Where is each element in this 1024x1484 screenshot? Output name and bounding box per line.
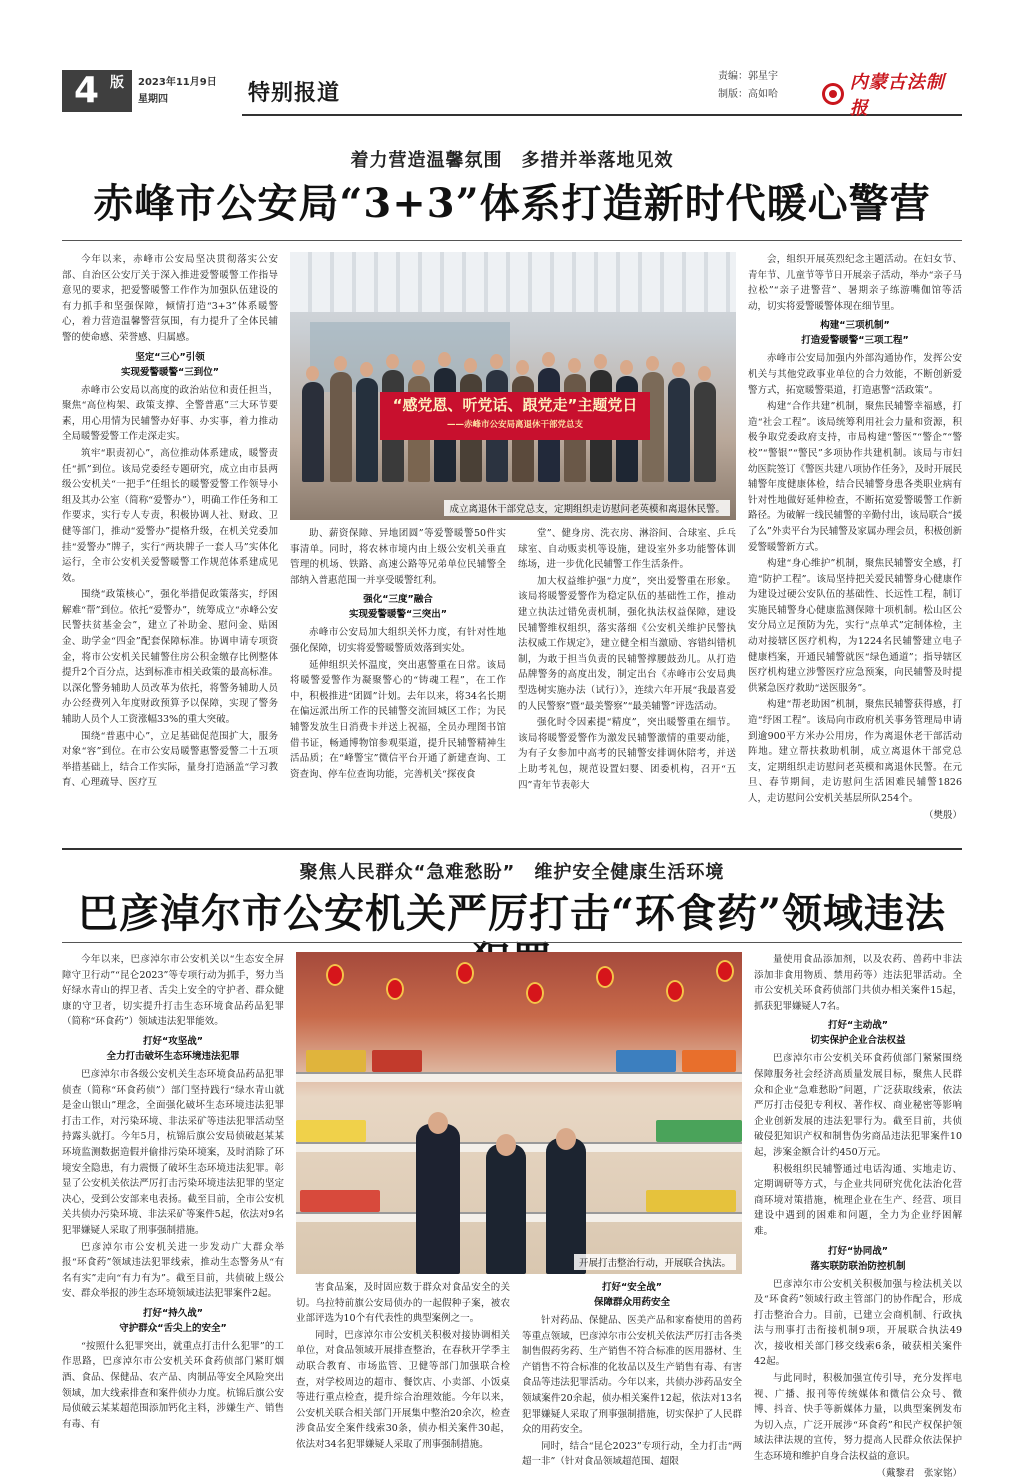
paragraph: 延伸组织关怀温度，突出惠警重在日常。该局将暖警爱警作为凝聚警心的“铸魂工程”，在工作中，积极推进“团圆”计划。去年以来，将34名长期在偏远派出所工作的民辅警交流回城区工作；为民辅警发放生日消费卡并送上祝福，全员办理图书馆借书证，畅通博物馆参观渠道，提升民辅警精神生活品质；在“峰警宝”微信平台开通了新建查询、工资查询、停车位查询功能，完善机关“探夜食 bbox=[290, 659, 506, 780]
article1-kicker: 着力营造温馨氛围 多措并举落地见效 bbox=[350, 150, 674, 171]
subheading: 打好“持久战” 守护群众“舌尖上的安全” bbox=[119, 1307, 227, 1334]
subheading: 打好“主动战” 切实保护企业合法权益 bbox=[810, 1020, 906, 1047]
date: 2023年11月9日 bbox=[138, 77, 217, 88]
subheading: 打好“攻坚战” 全力打击破坏生态环境违法犯罪 bbox=[106, 1035, 240, 1062]
newspaper-logo bbox=[822, 68, 962, 120]
article1-rule bbox=[62, 240, 962, 241]
section-title: 特别报道 bbox=[248, 81, 341, 106]
article1-photo bbox=[290, 252, 736, 520]
masthead bbox=[62, 62, 962, 122]
article1-column-4 bbox=[748, 252, 962, 836]
byline: （樊殷） bbox=[923, 809, 962, 821]
weekday: 星期四 bbox=[138, 94, 168, 105]
paragraph: 构建“帮老助困”机制，聚焦民辅警获得感，打造“纾困工程”。该局向市政府机关事务管理局申请到逾900平方米办公用房，作为离退休老干部活动阵地。建立帮扶救助机制，成立离退休干部党总支，定期组织走访慰问老英模和离退休民警。在元旦、春节期间，走访慰问生活困难民辅警1826人，走访慰问公安机关基层所队254个。 bbox=[748, 699, 962, 804]
editor: 责编：郭星宇 bbox=[718, 71, 778, 82]
article-separator bbox=[62, 848, 962, 850]
paragraph: 会，组织开展英烈纪念主题活动。在妇女节、青年节、儿童节等节日开展亲子活动，举办“亲子马拉松”“亲子进警营”、暑期亲子练游嘴伽馆等活动，切实将爱警暖警体现在细节里。 bbox=[748, 254, 962, 312]
article2-column-1 bbox=[62, 952, 284, 1430]
issue-date bbox=[138, 74, 217, 108]
paragraph: 今年以来，赤峰市公安局坚决贯彻落实公安部、自治区公安厅关于深入推进爱警暖警工作指导意见的要求，把爱警暖警工作作为加强队伍建设的有力抓手和坚强保障，倾情打造“3+3”体系暖警心，着力营造温馨警营氛围，有力提升了全体民辅警的使命感、荣誉感、归属感。 bbox=[62, 254, 278, 343]
photo-banner bbox=[380, 392, 650, 440]
article1-photo-caption: 成立离退休干部党总支，定期组织走访慰问老英模和离退休民警。 bbox=[444, 500, 730, 516]
paragraph: 助、薪资保障、异地团圆”等爱警暖警50件实事清单。同时，将农林市境内由上级公安机关垂直管理的机场、铁路、高速公路等兄弟单位民辅警全部纳入普惠范围一并享受暖警红利。 bbox=[290, 528, 506, 586]
paragraph: 同时，巴彦淖尔市公安机关积极对接协调相关单位，对食品领域开展排查整治，在春秋开学季主动联合教育、市场监管、卫健等部门加强联合检查，对学校周边的超市、餐饮店、小卖部、小饭桌等进行重点检查，提升综合治理效能。今年以来，公安机关联合相关部门开展集中整治20余次，检查涉食品安全案件线索30条，侦办相关案件30起，依法对34名犯罪嫌疑人采取了刑事强制措施。 bbox=[296, 1329, 510, 1450]
article1-headline: 赤峰市公安局“3+3”体系打造新时代暖心警营 bbox=[93, 180, 931, 227]
paragraph: 同时，结合“昆仑2023”专项行动，全力打击“两超一非”（针对食品领域超范围、超限 bbox=[522, 1440, 742, 1468]
paragraph: 巴彦淖尔市公安机关环食药侦部门紧紧围绕保障服务社会经济高质量发展目标，聚焦人民群众和企业“急难愁盼”问题，广泛获取线索，依法严厉打击侵犯专利权、著作权、商业秘密等影响企业创新发展的违法犯罪行为。截至目前，共侦破侵犯知识产权和制售伪劣商品违法犯罪案件10起，涉案金额合计约450万元。 bbox=[754, 1053, 962, 1158]
producer: 制版：高如哈 bbox=[718, 89, 778, 100]
banner-sub-text: ——赤峰市公安局离退休干部党总支 bbox=[446, 420, 583, 430]
article2-column-4 bbox=[754, 952, 962, 1479]
paragraph: 巴彦淖尔市各级公安机关生态环境食品药品犯罪侦查（简称“环食药侦”）部门坚持践行“绿水青山就是金山银山”理念，全面强化破坏生态环境违法犯罪打击工作，对污染环境、非法采矿等违法犯罪活动坚持露头就打。今年5月，杭锦后旗公安局侦破赵某某环境监测数据造假并偷排污染环境案，及时消除了环境安全隐患，有力震慑了破坏生态环境违法犯罪。彰显了公安机关依法严厉打击污染环境违法犯罪的坚定决心，受到公安部来电表扬。截至目前，全市公安机关共侦办污染环境、非法采矿等案件5起，依法对9名犯罪嫌疑人采取了刑事强制措施。 bbox=[62, 1068, 284, 1236]
paragraph: 害食品案，及时固应数于群众对食品安全的关切。乌拉特前旗公安局侦办的一起假种子案，被农业部评选为10个有代表性的典型案例之一。 bbox=[296, 1282, 510, 1325]
article1-column-2 bbox=[290, 526, 506, 836]
officer-figure bbox=[416, 1124, 460, 1274]
paragraph: 与此同时，积极加强宣传引导，充分发挥电视、广播、报刊等传统媒体和微信公众号、微博、抖音、快手等新媒体力量，以典型案例发布为切入点，广泛开展涉“环食药”和民产权保护领域法律法规的宣传，努力提高人民群众依法保护生态环境和维护自身合法权益的意识。 bbox=[754, 1373, 962, 1463]
paragraph: 围绕“政策核心”，强化举措促政策落实，纾困解难“帮”到位。依托“爱警办”，统筹成立“赤峰公安民警扶贫基金会”，建立了补助金、慰问金、贴困金、助学金“四金”配套保障标准。协调申请专项资金，将市公安机关民辅警住房公积金缴存比例整体提升2个百分点，达到标准市相关政策的最高标准。以深化警务辅助人员改革为依托，将警务辅助人员办公经费列入年度财政预算予以保障，实现了警务辅助人员个人工资涨幅33%的重大突破。 bbox=[62, 589, 278, 726]
article2-photo bbox=[296, 952, 742, 1274]
officer-figure bbox=[486, 1144, 526, 1274]
paragraph: 今年以来，巴彦淖尔市公安机关以“生态安全屏障守卫行动”“昆仑2023”等专项行动为抓手，努力当好绿水青山的捍卫者、舌尖上安全的守护者、群众健康的守卫者，切实提升打击生态环境食品药品犯罪（简称“环食药”）领域违法犯罪能效。 bbox=[62, 954, 284, 1028]
paragraph: “按照什么犯罪突出，就重点打击什么犯罪”的工作思路，巴彦淖尔市公安机关环食药侦部门紧盯烟酒、食品、保健品、农产品、肉制品等安全风险突出领域，加大线索排查和案件侦办力度。杭锦后旗公安局侦破云某某超范围添加钙化主料，涉嫌生产、销售有毒、有 bbox=[62, 1340, 284, 1430]
article1-column-3 bbox=[518, 526, 736, 836]
paragraph: 量使用食品添加剂，以及农药、兽药中非法添加非食用物质、禁用药等）违法犯罪活动。全市公安机关环食药侦部门共侦办相关案件15起，抓获犯罪嫌疑人7名。 bbox=[754, 954, 962, 1012]
paragraph: 巴彦淖尔市公安机关进一步发动广大群众举报“环食药”领域违法犯罪线索，推动生态警务从“有名有实”走向“有力有为”。截至目前，共侦破上级公安、群众举报的涉生态环境领域违法犯罪案件2起。 bbox=[62, 1241, 284, 1300]
page-unit: 版 bbox=[110, 75, 124, 91]
subheading: 打好“安全战” 保障群众用药安全 bbox=[593, 1282, 670, 1308]
paragraph: 巴彦淖尔市公安机关积极加强与检法机关以及“环食药”领域行政主管部门的协作配合，形成打击整治合力。目前，已建立会商机制、行政执法与刑事打击衔接机制9项，开展联合执法49次，接收相关部门移交线索6条，破获相关案件42起。 bbox=[754, 1278, 962, 1368]
subheading: 打好“协同战” 落实联防联治防控机制 bbox=[810, 1245, 906, 1272]
page-number: 4 bbox=[74, 70, 100, 111]
paragraph: 构建“身心维护”机制，聚焦民辅警安全感，打造“防护工程”。该局坚持把关爱民辅警身心健康作为建设过硬公安队伍的基础性、长远性工程，制订实施民辅警身心健康监测保障十项机制。松山区公安分局立足预防为先，实行“点单式”定制体检，主动对接辖区医疗机构，为1224名民辅警建立电子健康档案，开通民辅警就医“绿色通道”；指导辖区医疗机构建立涉警医疗应急预案，向民辅警及时提供紧急医疗救助“送医服务”。 bbox=[748, 558, 962, 694]
paragraph: 围绕“普惠中心”，立足基础促范围扩大，服务对象“容”到位。在市公安局暖警惠警爱警二十五项举措基础上，结合工作实际，量身打造涵盖“学习教育、心理疏导、医疗互 bbox=[62, 730, 278, 789]
banner-main-text: “感党恩、听党话、跟党走”主题党日 bbox=[392, 396, 638, 414]
subheading: 构建“三项机制” 打造爱警暖警“三项工程” bbox=[801, 320, 909, 347]
newspaper-logo-icon bbox=[822, 83, 844, 105]
editor-credits bbox=[718, 68, 778, 104]
paper-name: 内蒙古法制报 bbox=[849, 72, 945, 119]
paragraph: 强化时令因素提“精度”，突出暖警重在细节。该局将暖警爱警作为激发民辅警激情的重要动能，为有子女参加中高考的民辅警安排调休陪考，并送上助考礼包，规范设置妇婴、团委机构，召开“五四”青年节表彰大 bbox=[518, 717, 736, 791]
paragraph: 针对药品、保健品、医美产品和家畜使用的兽药等重点领域，巴彦淖尔市公安机关依法严厉打击各类制售假药劣药、生产销售不符合标准的医用器材、生产销售不符合标准的化妆品以及生产销售有毒、有害食品等违法犯罪活动。今年以来，共侦办涉药品安全领域案件20余起，侦办相关案件12起，依法对13名犯罪嫌疑人采取了刑事强制措施，切实保护了人民群众的用药安全。 bbox=[522, 1315, 742, 1436]
byline: （戴黎君 张家铭） bbox=[876, 1467, 962, 1479]
article2-kicker: 聚焦人民群众“急难愁盼” 维护安全健康生活环境 bbox=[299, 862, 725, 883]
subheading: 强化“三度”融合 实现爱警暖警“三突出” bbox=[349, 594, 447, 621]
article2-photo-caption: 开展打击整治行动，开展联合执法。 bbox=[574, 1254, 736, 1270]
paragraph: 赤峰市公安局以高度的政治站位和责任担当，聚焦“高位构架、政策支撑、全警普惠”三大环节要素，用心用情为民辅警办好事、办实事，着力推动全局暖警爱警工作走深走实。 bbox=[62, 384, 278, 443]
paragraph: 赤峰市公安局加大组织关怀力度，有针对性地强化保障，切实将爱警暖警质效落到实处。 bbox=[290, 627, 506, 654]
paragraph: 堂”、健身房、洗衣房、淋浴间、合球室、乒乓球室、自动贩卖机等设施，建设室外多功能警体训练场，进一步优化民辅警工作生活条件。 bbox=[518, 528, 736, 571]
article2-rule bbox=[62, 942, 962, 943]
paragraph: 筑牢“职责初心”，高位推动体系建成，暖警责任“抓”到位。该局党委经专题研究，成立由市县两级公安机关“一把手”任组长的暖警爱警工作领导小组及其办公室（简称“爱警办”），明确工作任务和工作要求，实行专人专责，积极协调人社、财政、卫健等部门，推动“爱警办”提格升级，在机关党委加挂“爱警办”牌子，实行“两块牌子一套人马”实体化运行，全市公安机关爱警暖警工作规范体系建成见效。 bbox=[62, 447, 278, 584]
article2-headline: 巴彦淖尔市公安机关严厉打击“环食药”领域违法 bbox=[77, 890, 946, 937]
paragraph: 加大权益维护强“力度”，突出爱警重在形象。该局将暖警爱警作为稳定队伍的基础性工作，推动建立执法过错免责机制，强化执法权益保障，建设民辅警维权组织，落实落细《公安机关维护民警执法权威工作规定》，建立健全相当激励、容错纠错机制，为敢于担当负责的民辅警撑腰鼓劲儿。从打造品牌警务的高度出发，制定出台《赤峰市公安局典型选树实施办法（试行）》，连续六年开展“我最喜爱的人民警察”暨“最美警察”“最美辅警”评选活动。 bbox=[518, 575, 736, 712]
article2-column-2 bbox=[296, 1280, 510, 1450]
page-number-badge bbox=[62, 70, 132, 112]
article1-column-1 bbox=[62, 252, 278, 836]
paragraph: 构建“合作共建”机制，聚焦民辅警幸福感，打造“社会工程”。该局统筹利用社会力量和资源，积极争取党委政府支持，市局构建“警医”“警企”“警校”“警银”“警民”多项协作共建机制。该局与市妇幼医院签订《警医共建八项协作任务》，及时开展民辅警年度健康体检，结合民辅警身患各类职业病有针对性地做好延伸检查，不断拓宽爱警暖警工作新路径。为破解一线民辅警的辛勤付出，该局联合“援了么”外卖平台为民辅警及家属办理会员，积极创新爱警暖警新方式。 bbox=[748, 401, 962, 553]
article2-column-3 bbox=[522, 1280, 742, 1468]
subheading: 坚定“三心”引领 实现爱警暖警“三到位” bbox=[121, 351, 219, 378]
paragraph: 赤峰市公安局加强内外部沟通协作，发挥公安机关与其他党政事业单位的合力效能，不断创新爱警方式，拓宽暖警渠道，打造惠警“活政策”。 bbox=[748, 353, 962, 396]
paragraph: 积极组织民辅警通过电话沟通、实地走访、定期调研等方式，与企业共同研究优化法治化营商环境对策措施，梳理企业在生产、经营、项目建设中遇到的困难和问题，全力为企业纾困解难。 bbox=[754, 1163, 962, 1237]
